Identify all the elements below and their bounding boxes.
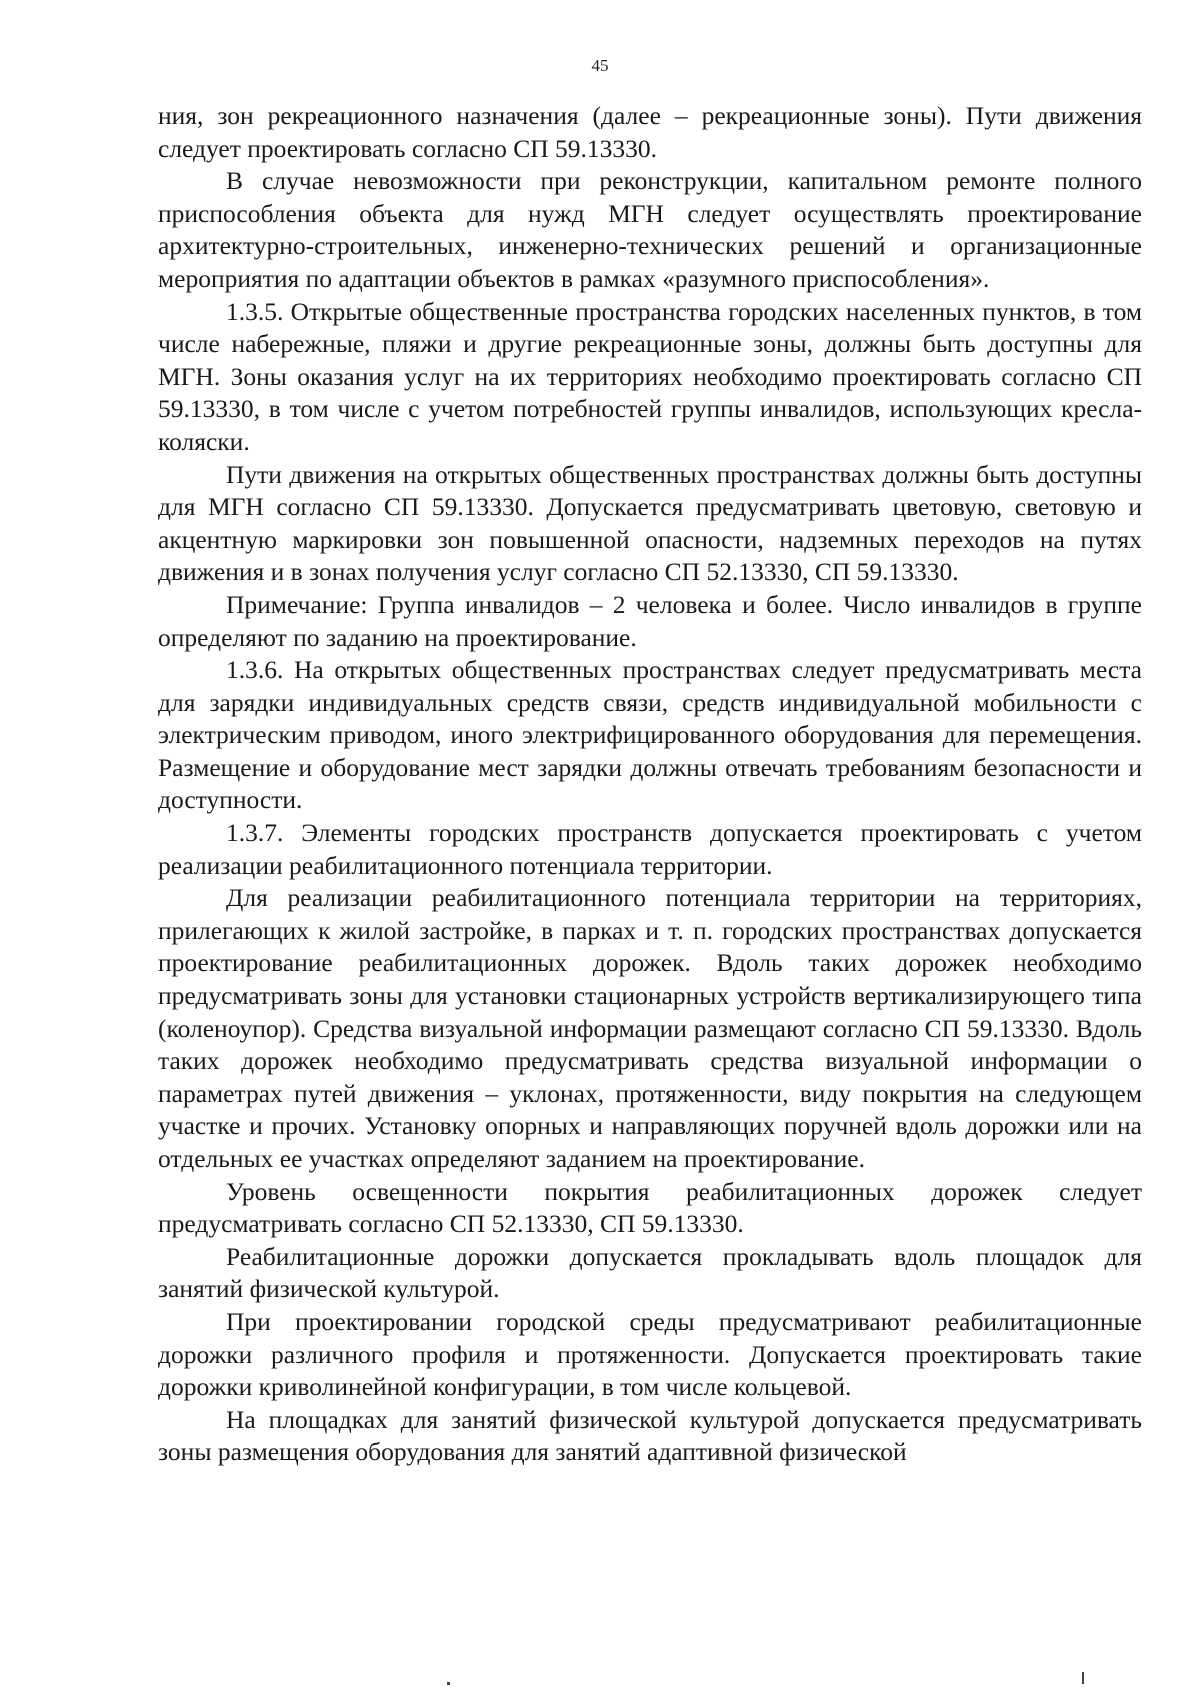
paragraph-lighting-level: Уровень освещенности покрытия реабилитационных дорожек следует предусматривать согласно СП 52.13330, СП 59.13330. [158,1176,1142,1239]
paragraph-path-profiles: При проектировании городской среды предусматривают реабилитационные дорожки различного профиля и протяженности. Допускается проектировать такие дорожки криволинейной конфигурации, в том числе кольцевой. [158,1306,1142,1402]
paragraph-along-sports-grounds: Реабилитационные дорожки допускается прокладывать вдоль площадок для занятий физической культурой. [158,1241,1142,1304]
paragraph-1-3-5: 1.3.5. Открытые общественные пространства городских населенных пунктов, в том числе набережные, пляжи и другие рекреационные зоны, должны быть доступны для МГН. Зоны оказания услуг на их территориях необходимо проектировать согласно СП 59.13330, в том числе с учетом потребностей группы инвалидов, использующих кресла-коляски. [158,296,1142,456]
paragraph-1-3-7: 1.3.7. Элементы городских пространств допускается проектировать с учетом реализации реабилитационного потенциала территории. [158,818,1142,880]
paragraph-adaptive-sports-zones: На площадках для занятий физической культурой допускается предусматривать зоны размещения оборудования для занятий адаптивной физической [158,1404,1142,1467]
paragraph-reasonable-accommodation: В случае невозможности при реконструкции, капитальном ремонте полного приспособления объекта для нужд МГН следует осуществлять проектирование архитектурно-строительных, инженерно-технических решений и организационные мероприятия по адаптации объектов в рамках «разумного приспособления». [158,166,1142,293]
scan-artifact-line [1082,1672,1084,1684]
paragraph-1-3-6: 1.3.6. На открытых общественных пространствах следует предусматривать места для зарядки индивидуальных средств связи, средств индивидуальной мобильности с электрическим приводом, иного электрифицированного оборудования для перемещения. Размещение и оборудование мест зарядки должны отвечать требованиям безопасности и доступности. [158,655,1142,815]
document-body [158,100,1142,1469]
paragraph-note: Примечание: Группа инвалидов – 2 человека и более. Число инвалидов в группе определяют по заданию на проектирование. [158,589,1142,652]
paragraph-rehabilitation-paths: Для реализации реабилитационного потенциала территории на территориях, прилегающих к жилой застройке, в парках и т. п. городских пространствах допускается проектирование реабилитационных дорожек. Вдоль таких дорожек необходимо предусматривать зоны для установки стационарных устройств вертикализирующего типа (коленоупор). Средства визуальной информации размещают согласно СП 59.13330. Вдоль таких дорожек необходимо предусматривать средства визуальной информации о параметрах путей движения – уклонах, протяженности, виду покрытия на следующем участке и прочих. Установку опорных и направляющих поручней вдоль дорожки или на отдельных ее участках определяют заданием на проектирование. [158,883,1142,1173]
page-number: 45 [591,56,609,75]
paragraph-continuation: ния, зон рекреационного назначения (далее – рекреационные зоны). Пути движения следует проектировать согласно СП 59.13330. [158,101,1142,163]
scan-artifact-dot [447,1682,450,1685]
paragraph-paths-of-movement: Пути движения на открытых общественных пространствах должны быть доступны для МГН согласно СП 59.13330. Допускается предусматривать цветовую, световую и акцентную маркировки зон повышенной опасности, надземных переходов на путях движения и в зонах получения услуг согласно СП 52.13330, СП 59.13330. [158,459,1142,587]
